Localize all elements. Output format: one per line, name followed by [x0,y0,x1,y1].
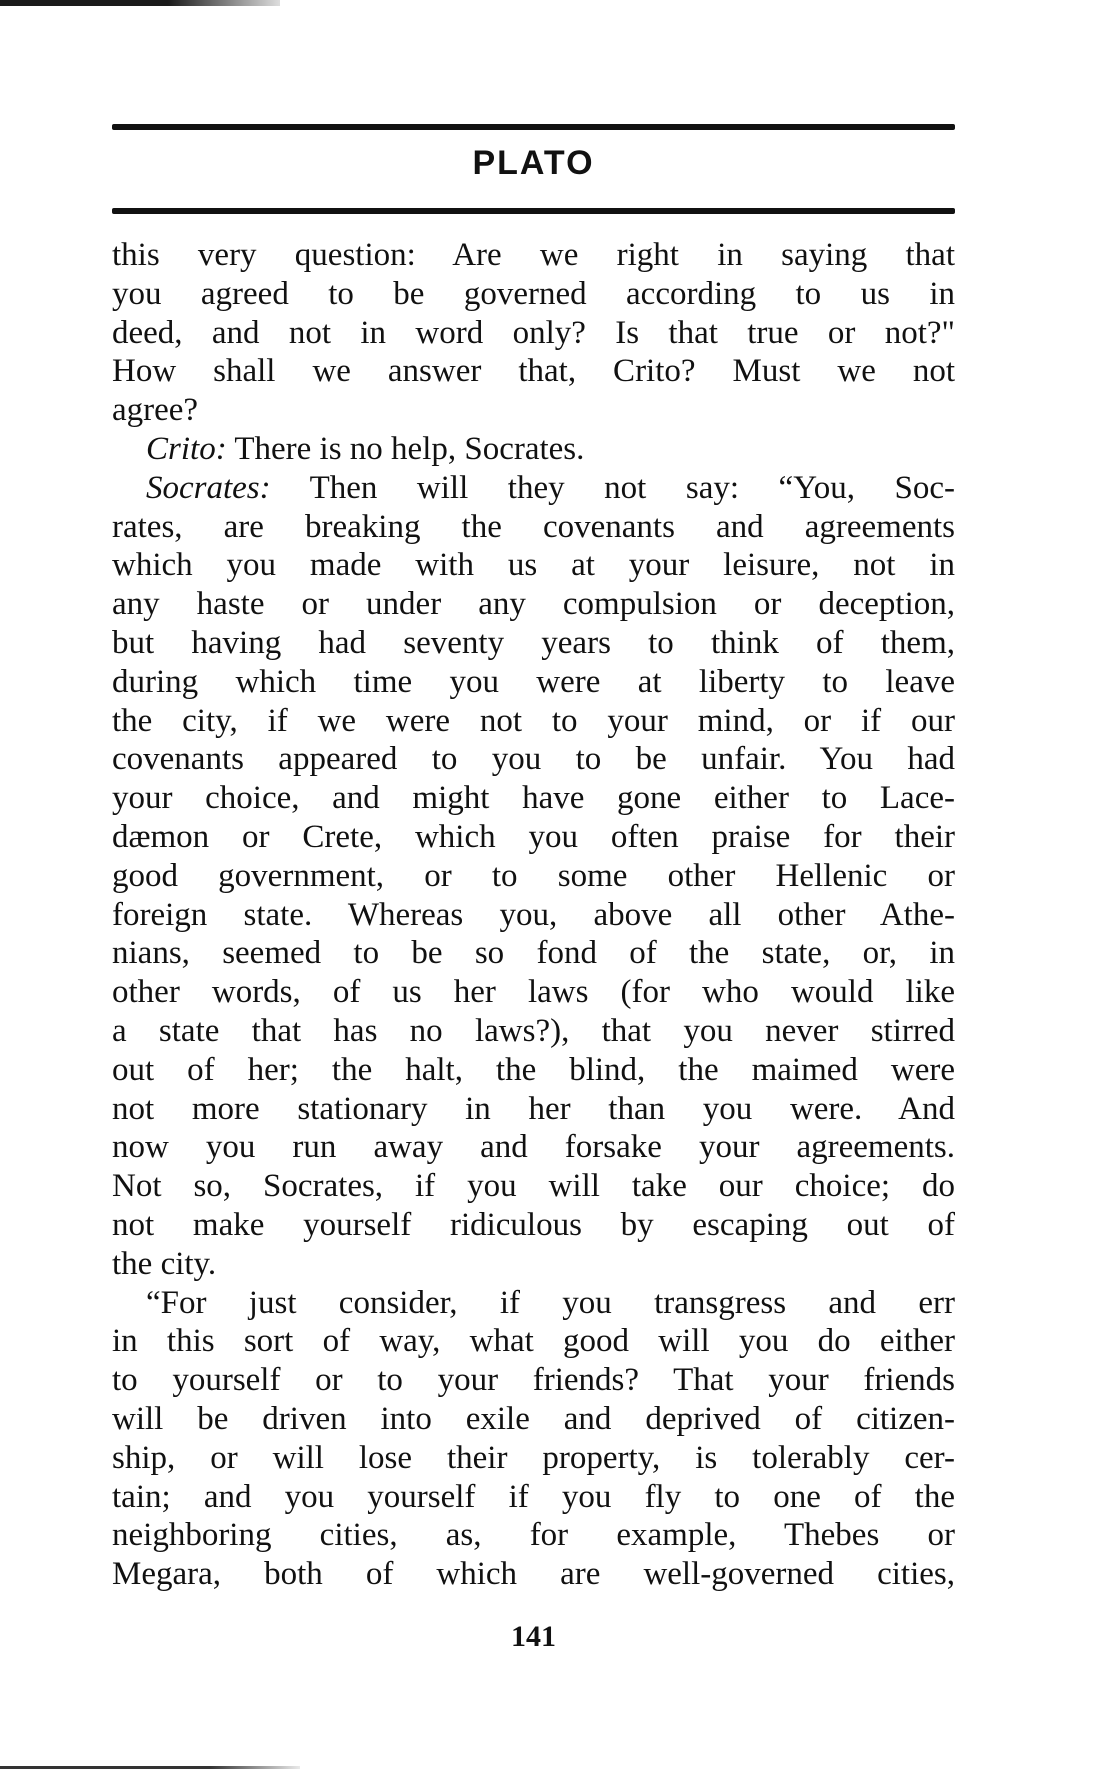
page-number: 141 [511,1620,556,1653]
text-line: in this sort of way, what good will you do either [112,1323,955,1360]
text-line: nians, seemed to be so fond of the state, or, in [112,935,955,972]
text-line: dæmon or Crete, which you often praise for their [112,818,955,855]
body-text [112,236,955,1594]
text-line: ship, or will lose their property, is tolerably cer- [112,1439,955,1476]
text-line: will be driven into exile and deprived of citizen- [112,1400,955,1437]
text-line: the city. [112,1245,217,1282]
text-line: which you made with us at your leisure, not in [112,547,955,584]
speaker-name: Socrates: [146,469,271,506]
text-line: to yourself or to your friends? That your friends [112,1362,955,1399]
text-line: tain; and you yourself if you fly to one of the [112,1478,955,1515]
text-line: during which time you were at liberty to leave [112,663,955,700]
text-line: any haste or under any compulsion or deception, [112,586,955,623]
dialogue-text: There is no help, Socrates. [226,430,585,467]
text-line: other words, of us her laws (for who would like [112,974,955,1011]
text-line: the city, if we were not to your mind, or if our [112,702,955,739]
dialogue-line [112,430,955,469]
header-rule-top [112,124,955,130]
text-line: not make yourself ridiculous by escaping out of [112,1206,955,1243]
scan-edge-mark-bottom [0,1766,300,1769]
text-line: foreign state. Whereas you, above all other Athe- [112,896,955,933]
text-line: neighboring cities, as, for example, Thebes or [112,1517,955,1554]
text-line: agree? [112,392,199,429]
dialogue-text: Then will they not say: “You, Soc- [270,469,955,506]
text-line: now you run away and forsake your agreements. [112,1129,955,1166]
text-line: your choice, and might have gone either to Lace- [112,780,955,817]
text-line: rates, are breaking the covenants and agreements [112,508,955,545]
speaker-name: Crito: [146,430,227,467]
text-line: but having had seventy years to think of them, [112,624,955,661]
text-line: Not so, Socrates, if you will take our choice; do [112,1168,955,1205]
text-line: deed, and not in word only? Is that true or not?" [112,314,955,351]
text-line: you agreed to be governed according to us in [112,275,955,312]
header-rule-bottom [112,208,955,214]
text-line: not more stationary in her than you were. And [112,1090,955,1127]
running-head: PLATO [472,144,595,182]
text-line: this very question: Are we right in saying that [112,237,955,273]
text-line: covenants appeared to you to be unfair. You had [112,741,955,778]
text-line: How shall we answer that, Crito? Must we not [112,353,955,390]
text-line: “For just consider, if you transgress and err [146,1284,955,1321]
dialogue-line [112,469,955,508]
text-line: good government, or to some other Hellenic or [112,857,955,894]
scan-edge-mark-top [0,0,280,6]
text-line: a state that has no laws?), that you never stirred [112,1012,955,1049]
text-line: Megara, both of which are well-governed cities, [112,1556,955,1593]
text-line: out of her; the halt, the blind, the maimed were [112,1051,955,1088]
